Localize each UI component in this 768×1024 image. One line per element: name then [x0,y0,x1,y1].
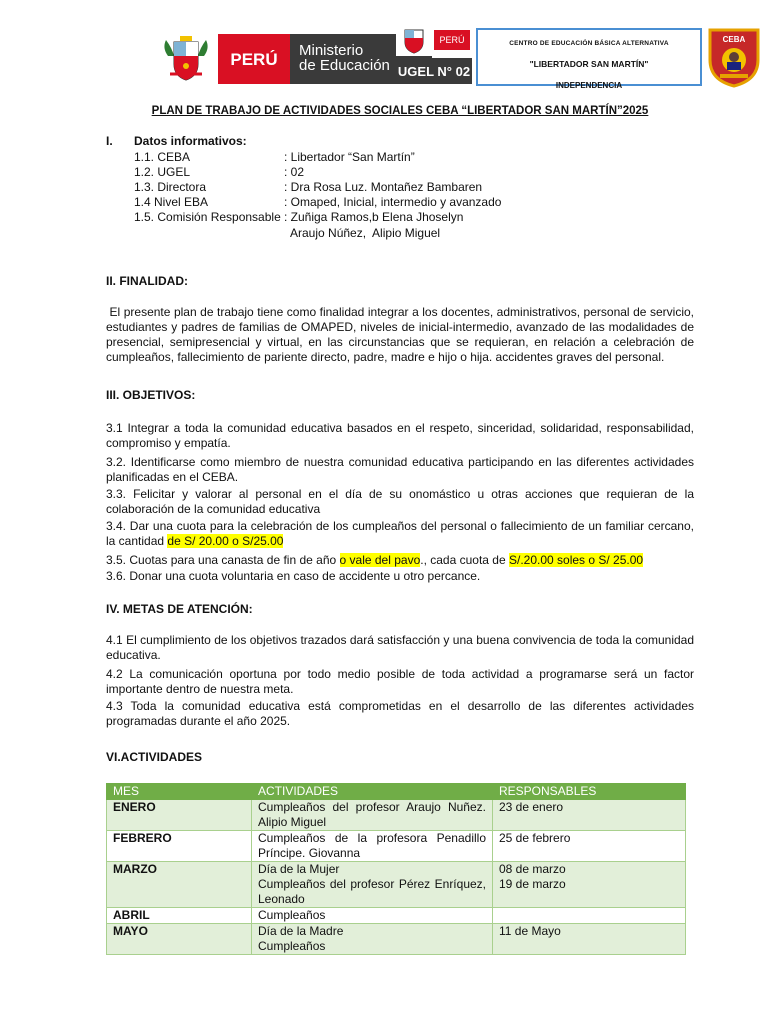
cell-actividades: Día de la Madre Cumpleaños [252,924,493,955]
ceba-banner-line1: CENTRO DE EDUCACIÓN BÁSICA ALTERNATIVA [509,40,669,47]
finalidad-paragraph: El presente plan de trabajo tiene como finalidad integrar a los docentes, administrativos, personal de servicio, estudiantes y padres de familias de OMAPED, niveles de inicial-intermedio, avanzado de las modalidades de presencial, semipresencial y virtual, en las circunstancias que se requieran, en relación a celebración de cumpleaños, fallecimiento de pariente directo, padre, madre e hijo o hija. accidentes graves del personal. [106,305,698,364]
ministerio-label: Ministerio de Educación [299,42,390,74]
objetivo-3-5: 3.5. Cuotas para una canasta de fin de año o vale del pavo., cada cuota de S/.20.00 soles o S/ 25.00 [106,553,644,567]
cell-responsables: 25 de febrero [493,831,686,862]
info-value: : Libertador “San Martín” [284,150,415,164]
info-key: 1.1. CEBA [134,150,191,164]
cell-responsables: 23 de enero [493,800,686,831]
info-value: : Zuñiga Ramos,b Elena Jhoselyn [284,210,464,224]
table-row [107,862,686,908]
info-key: 1.4 Nivel EBA [134,195,209,209]
ugel-logo [396,26,472,84]
peru-coat-of-arms-icon [160,34,212,84]
cell-actividades: Día de la Mujer Cumpleaños del profesor Pérez Enríquez, Leonado [252,862,493,908]
info-value: Araujo Núñez, Alipio Miguel [284,226,441,240]
info-key: 1.5. Comisión Responsable [134,210,281,224]
meta-4-1: 4.1 El cumplimiento de los objetivos trazados dará satisfacción y una buena convivencia de toda la comunidad educativa. [106,633,694,662]
column-header-actividades: ACTIVIDADES [252,784,493,800]
objetivo-3-4: 3.4. Dar una cuota para la celebración de los cumpleaños del personal o fallecimiento de un familiar cercano, la cantidad de S/ 20.00 o S/25.00 [106,519,694,548]
section2-heading: II. FINALIDAD: [106,274,188,288]
info-value: : Dra Rosa Luz. Montañez Bambaren [284,180,483,194]
table-row [107,831,686,862]
cell-mes: ENERO [107,800,252,831]
cell-mes: MARZO [107,862,252,908]
info-value: : 02 [284,165,305,179]
cell-mes: ABRIL [107,908,252,924]
document-title: PLAN DE TRABAJO DE ACTIVIDADES SOCIALES CEBA “LIBERTADOR SAN MARTÍN”2025 [151,105,649,117]
table-row [107,800,686,831]
column-header-responsables: RESPONSABLES [493,784,686,800]
objetivo-3-6: 3.6. Donar una cuota voluntaria en caso de accidente u otro percance. [106,569,481,583]
objetivo-3-1: 3.1 Integrar a toda la comunidad educativa basados en el respeto, sinceridad, solidaridad, responsabilidad, compromiso y empatía. [106,421,694,450]
cell-actividades: Cumpleaños [252,908,493,924]
info-key: 1.3. Directora [134,180,207,194]
svg-text:CEBA: CEBA [722,35,746,44]
peru-label: PERÚ [218,34,290,84]
table-row [107,908,686,924]
section1-number: I. [106,134,113,148]
table-header-row [107,784,686,800]
peru-shield-icon [402,28,426,54]
highlighted-cuota: S/.20.00 soles o S/ 25.00 [508,553,644,567]
ugel-peru-label: PERÚ [434,30,470,50]
cell-responsables: 11 de Mayo [493,924,686,955]
highlighted-vale: o vale del pavo [339,553,421,567]
section1-heading: Datos informativos: [134,134,247,148]
cell-responsables: 08 de marzo 19 de marzo [493,862,686,908]
section3-heading: III. OBJETIVOS: [106,388,196,402]
activities-table [106,783,686,955]
ceba-banner [476,28,702,90]
info-key: 1.2. UGEL [134,165,191,179]
objetivo-3-2: 3.2. Identificarse como miembro de nuestra comunidad educativa participando en las diferentes actividades planificadas en el CEBA. [106,455,694,484]
column-header-mes: MES [107,784,252,800]
ceba-seal-icon [704,26,764,88]
highlighted-amount: de S/ 20.00 o S/25.00 [167,534,284,548]
ceba-banner-line2: "LIBERTADOR SAN MARTÍN" [529,59,649,69]
cell-mes: FEBRERO [107,831,252,862]
cell-actividades: Cumpleaños de la profesora Penadillo Príncipe. Giovanna [252,831,493,862]
cell-responsables [493,908,686,924]
cell-mes: MAYO [107,924,252,955]
section6-heading: VI.ACTIVIDADES [106,750,203,764]
info-value: : Omaped, Inicial, intermedio y avanzado [284,195,502,209]
ceba-banner-line3: INDEPENDENCIA [555,81,623,90]
ugel-label: UGEL N° 02 [396,58,472,84]
meta-4-3: 4.3 Toda la comunidad educativa está comprometidas en el desarrollo de las diferentes actividades programadas durante el año 2025. [106,699,694,728]
objetivo-3-3: 3.3. Felicitar y valorar al personal en el día de su onomástico u otras acciones que requieran de la colaboración de la comunidad educativa [106,487,694,516]
meta-4-2: 4.2 La comunicación oportuna por todo medio posible de toda actividad a programarse será un factor importante dentro de nuestra meta. [106,667,694,696]
section4-heading: IV. METAS DE ATENCIÓN: [106,602,253,616]
table-row [107,924,686,955]
cell-actividades: Cumpleaños del profesor Araujo Nuñez. Alipio Miguel [252,800,493,831]
